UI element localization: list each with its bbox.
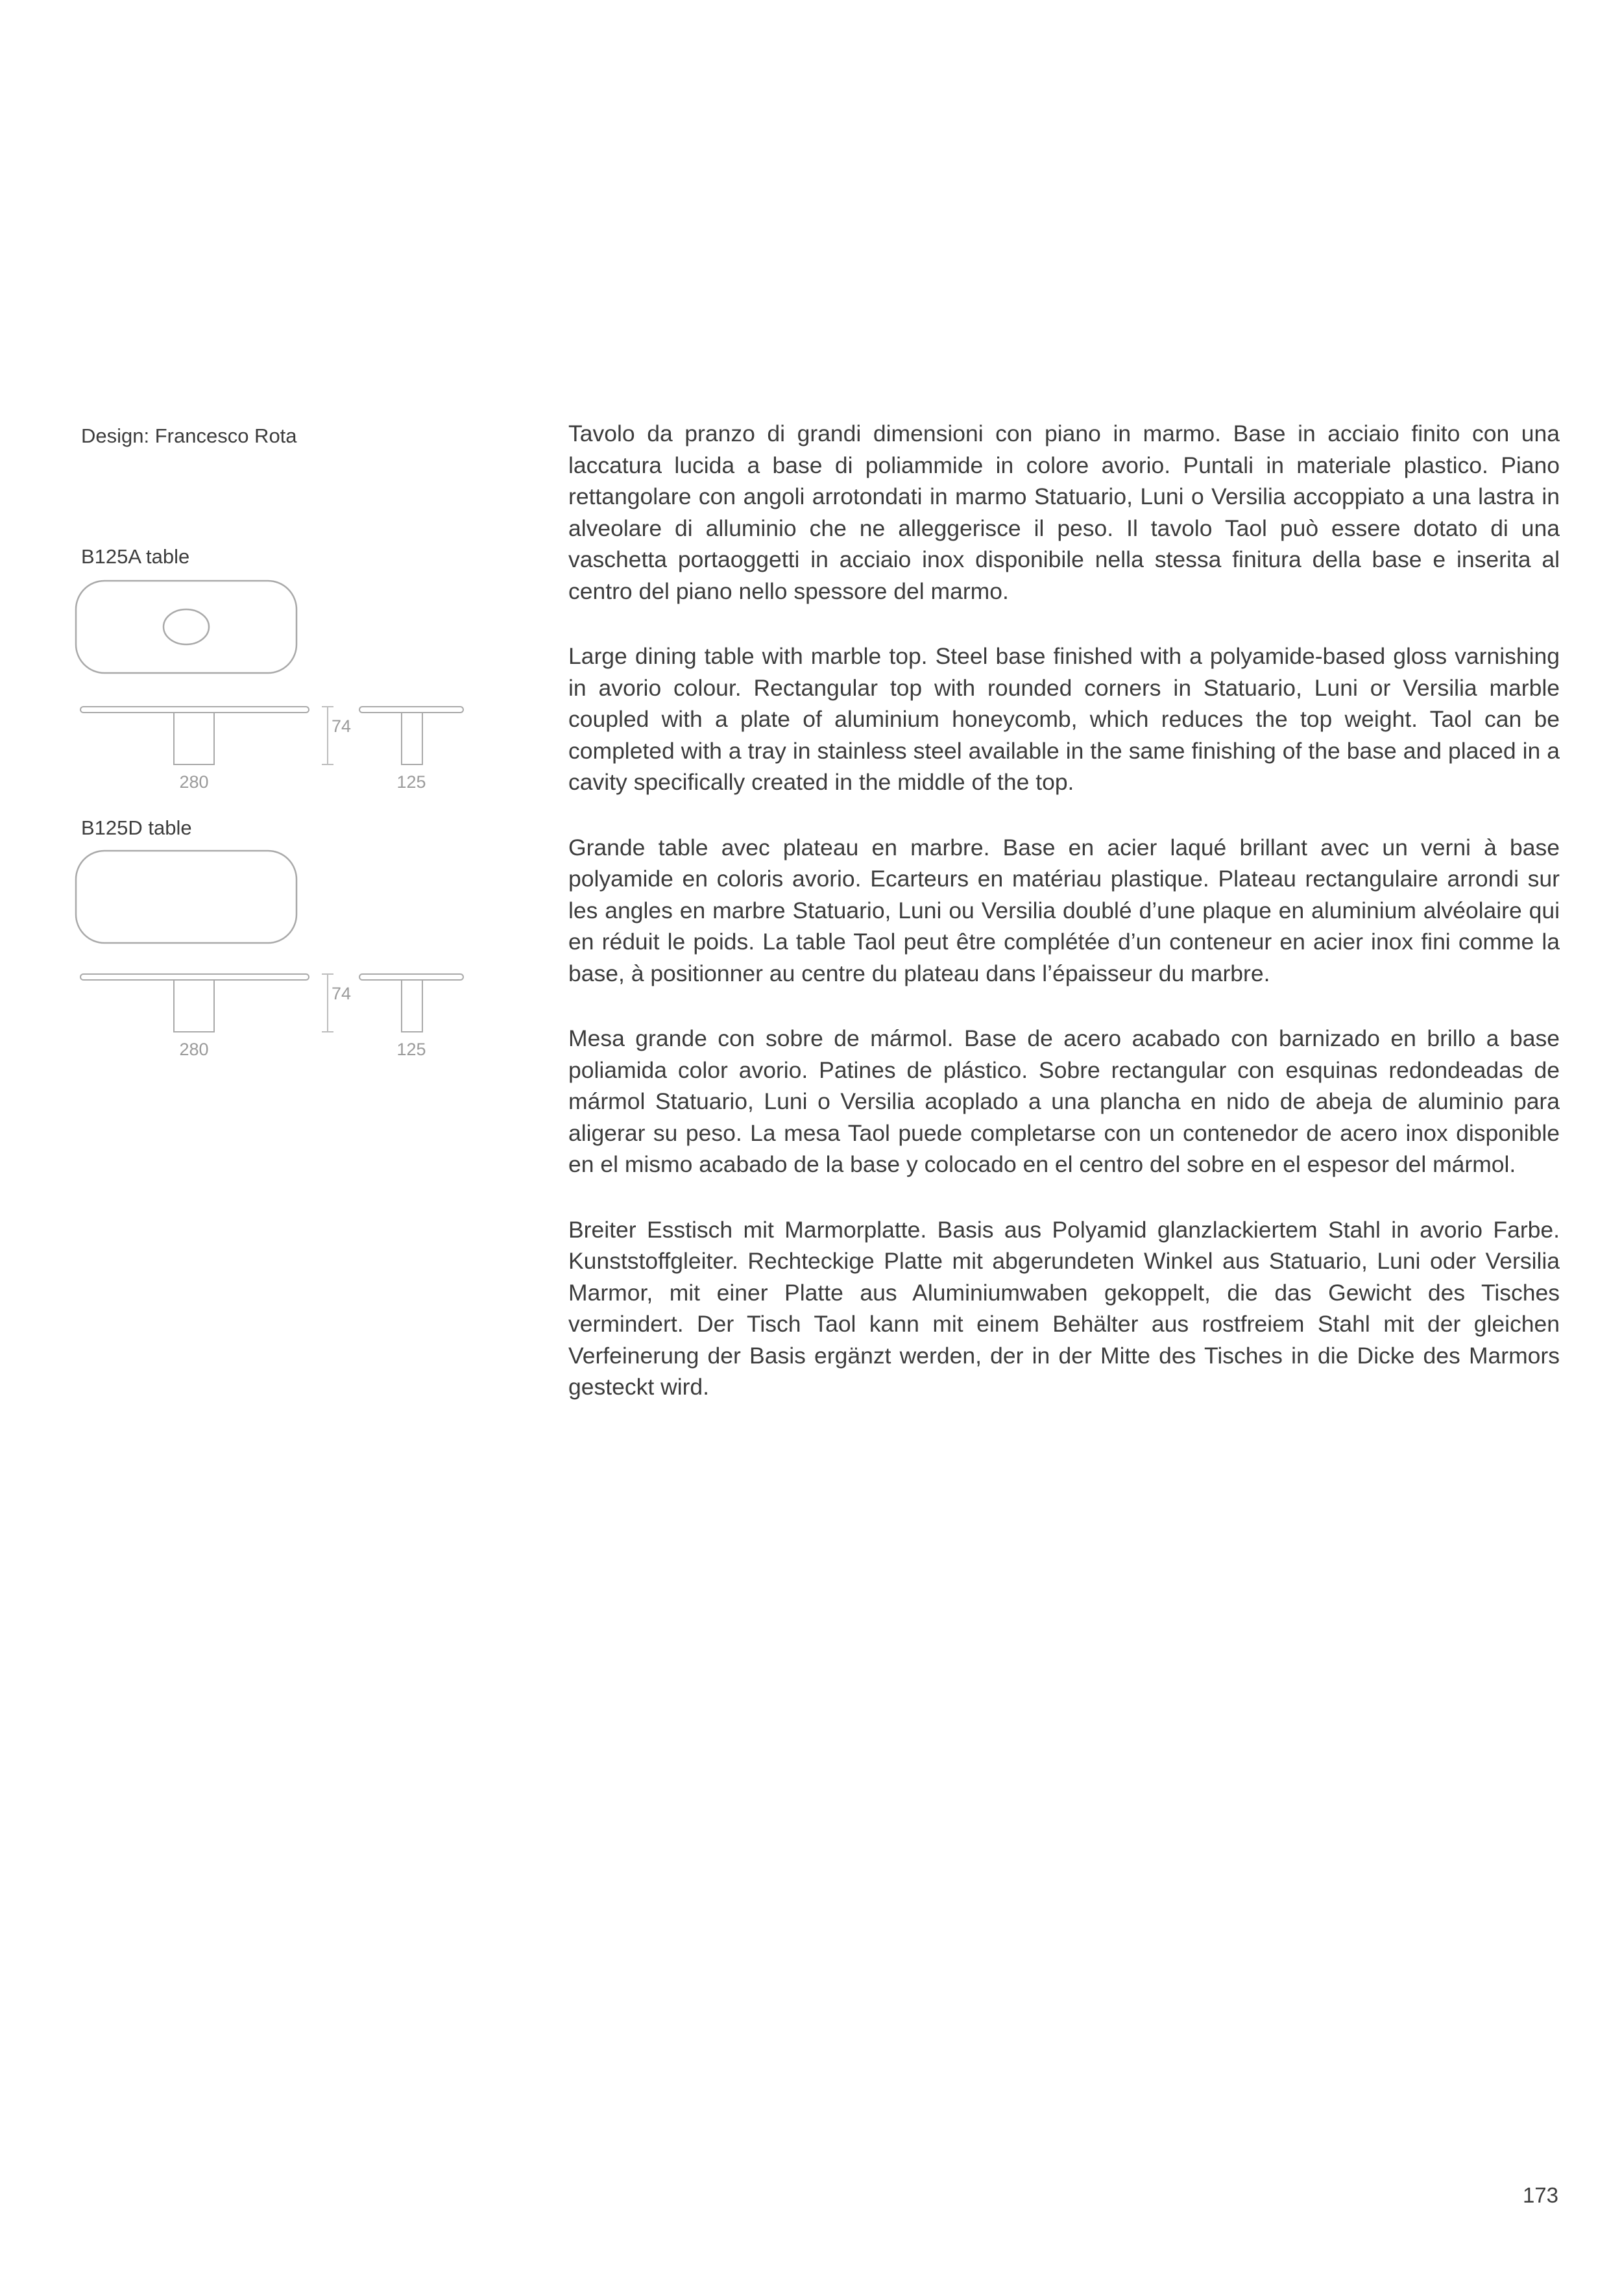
length-dimension-label: 280	[179, 772, 209, 792]
table-leg-front	[174, 713, 214, 764]
tabletop-outline	[76, 581, 297, 673]
b125a-elevation-drawing	[79, 705, 468, 792]
depth-dimension-label: 125	[396, 772, 426, 792]
b125d-elevation-drawing	[79, 972, 468, 1060]
designer-label: Design: Francesco Rota	[81, 424, 297, 447]
product-name-b125a: B125A table	[81, 545, 190, 568]
table-leg-side	[402, 713, 422, 764]
b125a-top-view-drawing	[74, 579, 298, 675]
tray-cutout	[163, 609, 209, 644]
description-english: Large dining table with marble top. Steel base finished with a polyamide-based gloss varnishing in avorio colour. Rectangular top with rounded corners in Statuario, Luni or Versilia marble coupled with a plate of aluminium honeycomb, which reduces the top weight. Taol can be completed with a tray in stainless steel available in the same finishing of the base and placed in a cavity specifically created in the middle of the top.	[568, 643, 1560, 795]
tabletop-side	[359, 707, 463, 713]
length-dimension-label: 280	[179, 1040, 209, 1059]
tabletop-side	[359, 974, 463, 980]
description-italian: Tavolo da pranzo di grandi dimensioni con piano in marmo. Base in acciaio finito con una laccatura lucida a base di poliammide in colore avorio. Puntali in materiale plastico. Piano rettangolare con angoli arrotondati in marmo Statuario, Luni o Versilia accoppiato a una lastra in alveolare di alluminio che ne alleggerisce il peso. Il tavolo Taol può essere dotato di una vaschetta portaoggetti in acciaio inox disponibile nella stessa finitura della base e inserita al centro del piano nello spessore del marmo.	[568, 421, 1560, 604]
b125d-top-view-drawing	[74, 849, 298, 945]
depth-dimension-label: 125	[396, 1040, 426, 1059]
description-french: Grande table avec plateau en marbre. Base en acier laqué brillant avec un verni à base polyamide en coloris avorio. Ecarteurs en matériau plastique. Plateau rectangulaire arrondi sur les angles en marbre Statuario, Luni ou Versilia doublé d’une plaque en aluminium alvéolaire qui en réduit le poids. La table Taol peut être complétée d’un conteneur en acier inox fini comme la base, à positionner au centre du plateau dans l’épaisseur du marbre.	[568, 834, 1560, 986]
page-number: 173	[1522, 2183, 1558, 2207]
table-leg-front	[174, 980, 214, 1032]
tabletop-front	[80, 974, 309, 980]
description-column	[568, 418, 1560, 1437]
table-leg-side	[402, 980, 422, 1032]
height-dimension-label: 74	[332, 984, 352, 1003]
product-name-b125d: B125D table	[81, 816, 192, 839]
tabletop-outline	[76, 851, 297, 943]
height-dimension-label: 74	[332, 716, 352, 736]
description-german: Breiter Esstisch mit Marmorplatte. Basis aus Polyamid glanzlackiertem Stahl in avorio Farbe. Kunststoffgleiter. Rechteckige Platte mit abgerundeten Winkel aus Statuario, Luni oder Versilia Marmor, mit einer Platte aus Aluminiumwaben gekoppelt, die das Gewicht des Tisches vermindert. Der Tisch Taol kann mit einem Behälter aus rostfreiem Stahl mit der gleichen Verfeinerung der Basis ergänzt werden, der in der Mitte des Tisches in die Dicke des Marmors gesteckt wird.	[568, 1216, 1560, 1400]
tabletop-front	[80, 707, 309, 713]
description-spanish: Mesa grande con sobre de mármol. Base de acero acabado con barnizado en brillo a base poliamida color avorio. Patines de plástico. Sobre rectangular con esquinas redondeadas de mármol Statuario, Luni o Versilia acoplado a una plancha en nido de abeja de aluminio para aligerar su peso. La mesa Taol puede completarse con un contenedor de acero inox disponible en el mismo acabado de la base y colocado en el centro del sobre en el espesor del mármol.	[568, 1025, 1560, 1177]
